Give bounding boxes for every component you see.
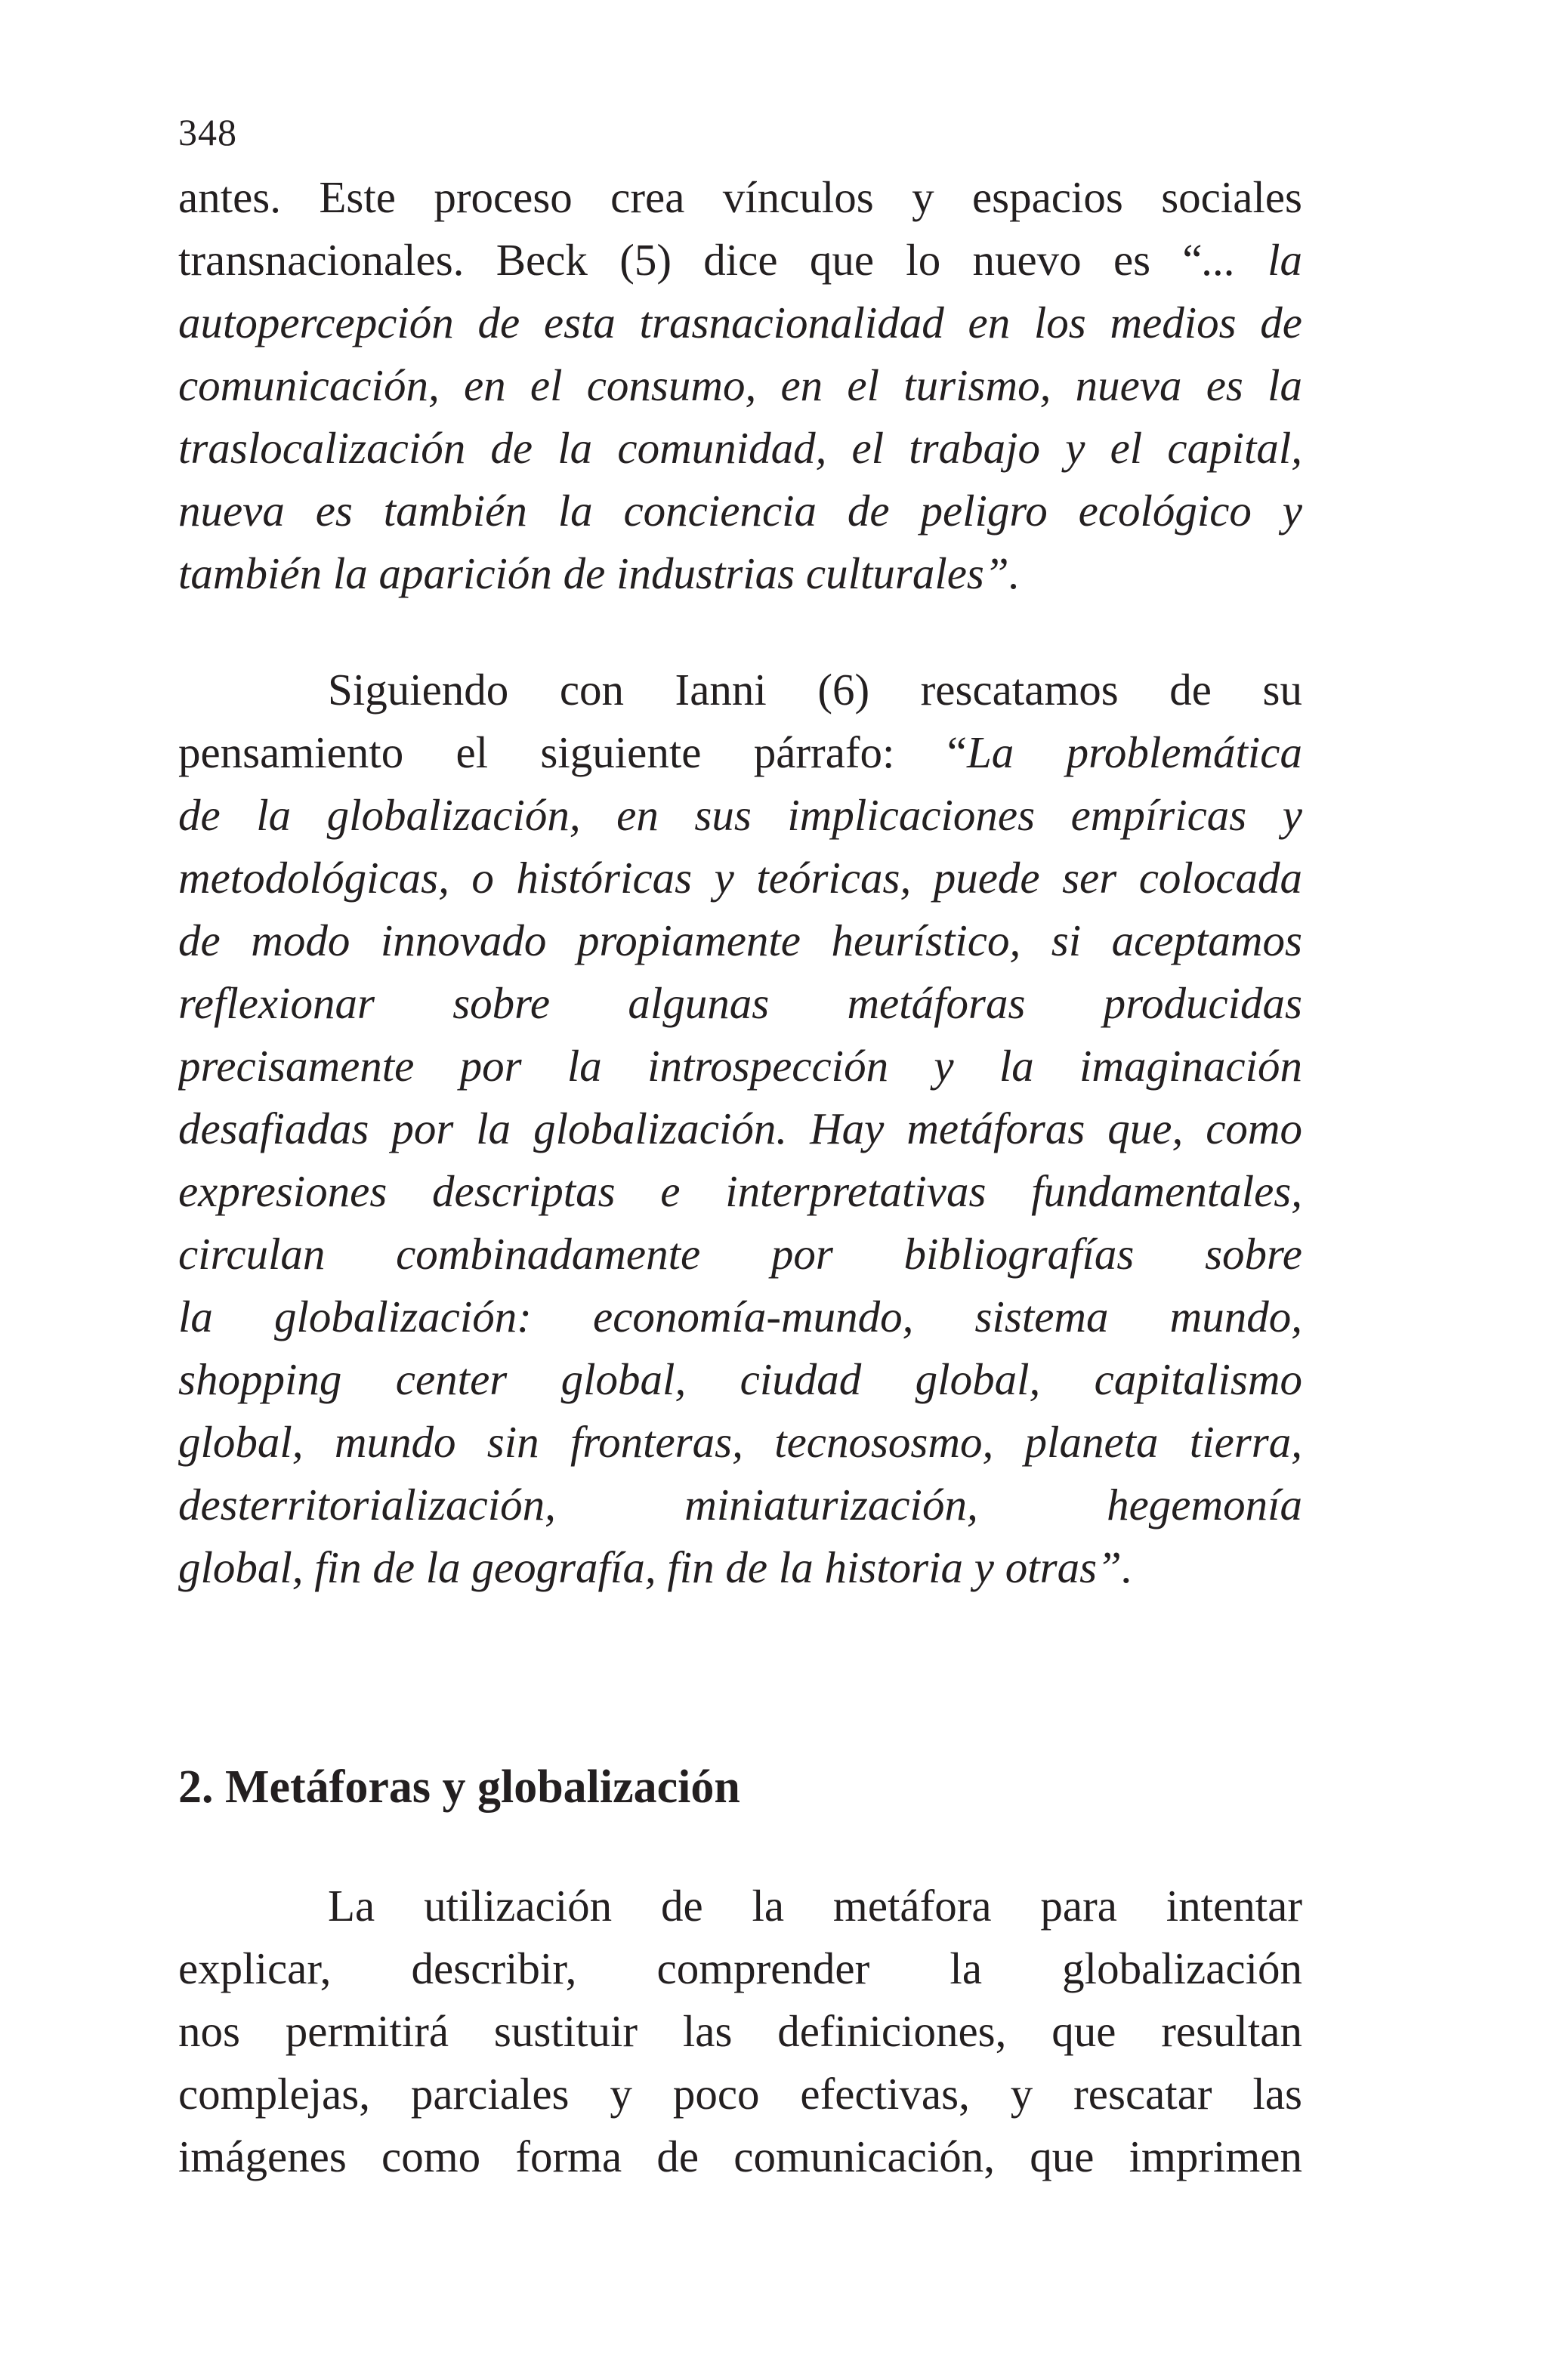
text-line <box>178 1348 1302 1411</box>
italic-text-run: global, fin de la geografía, fin de la historia y otras”. <box>178 1542 1133 1592</box>
text-line <box>178 909 1302 972</box>
text-run: complejas, parciales y poco efectivas, y rescatar las <box>178 2069 1302 2119</box>
italic-text-run: reflexionar sobre algunas metáforas producidas <box>178 978 1302 1028</box>
text-line <box>178 1160 1302 1223</box>
text-line <box>178 784 1302 847</box>
text-line <box>178 1286 1302 1348</box>
text-line <box>178 480 1302 542</box>
text-run: La utilización de la metáfora para intentar <box>328 1881 1302 1931</box>
text-line <box>178 1223 1302 1286</box>
italic-text-run: de modo innovado propiamente heurístico, si aceptamos <box>178 915 1302 965</box>
italic-text-run: expresiones descriptas e interpretativas fundamentales, <box>178 1166 1302 1216</box>
text-line <box>178 847 1302 909</box>
text-line <box>178 1097 1302 1160</box>
text-run: Siguiendo con Ianni (6) rescatamos de su <box>328 665 1302 715</box>
text-run: nos permitirá sustituir las definiciones, que resultan <box>178 2006 1302 2056</box>
italic-text-run: La problemática <box>966 727 1302 777</box>
text-line <box>178 1937 1302 2000</box>
text-line <box>178 354 1302 417</box>
text-run: transnacionales. Beck (5) dice que lo nuevo es “ <box>178 235 1203 285</box>
italic-text-run: desafiadas por la globalización. Hay metáforas que, como <box>178 1104 1302 1153</box>
italic-text-run: precisamente por la introspección y la imaginación <box>178 1041 1302 1091</box>
text-line <box>178 721 1302 784</box>
italic-text-run: shopping center global, ciudad global, capitalismo <box>178 1354 1302 1404</box>
italic-text-run: nueva es también la conciencia de peligro ecológico y <box>178 486 1302 536</box>
text-line <box>178 1474 1302 1536</box>
text-line <box>178 542 1302 605</box>
text-line <box>178 292 1302 354</box>
italic-text-run: de la globalización, en sus implicaciones empíricas y <box>178 790 1302 840</box>
text-line <box>178 166 1302 229</box>
paragraph-ianni-quote <box>178 659 1302 1599</box>
text-line <box>178 972 1302 1035</box>
italic-text-run: la globalización: economía-mundo, sistema mundo, <box>178 1292 1302 1341</box>
text-line <box>178 2063 1302 2125</box>
text-run: antes. Este proceso crea vínculos y espacios sociales <box>178 172 1302 222</box>
text-run: explicar, describir, comprender la globalización <box>178 1943 1302 1993</box>
text-line <box>178 1035 1302 1097</box>
text-run: imágenes como forma de comunicación, que imprimen <box>178 2132 1302 2181</box>
text-line <box>178 1411 1302 1474</box>
italic-text-run: circulan combinadamente por bibliografías sobre <box>178 1229 1302 1279</box>
text-line <box>178 1536 1302 1599</box>
italic-text-run: ... la <box>1202 235 1302 285</box>
italic-text-run: también la aparición de industrias culturales”. <box>178 548 1021 598</box>
section-heading: 2. Metáforas y globalización <box>178 1761 740 1813</box>
italic-text-run: metodológicas, o históricas y teóricas, puede ser colocada <box>178 853 1302 903</box>
text-line <box>178 417 1302 480</box>
text-run: pensamiento el siguiente párrafo: “ <box>178 727 967 777</box>
italic-text-run: comunicación, en el consumo, en el turismo, nueva es la <box>178 360 1302 410</box>
page-number: 348 <box>178 111 237 153</box>
italic-text-run: global, mundo sin fronteras, tecnososmo, planeta tierra, <box>178 1417 1302 1467</box>
italic-text-run: desterritorialización, miniaturización, hegemonía <box>178 1480 1302 1530</box>
paragraph-metaphor-intro <box>178 1875 1302 2188</box>
paragraph-beck-quote <box>178 166 1302 605</box>
italic-text-run: traslocalización de la comunidad, el trabajo y el capital, <box>178 423 1302 473</box>
text-line <box>178 2000 1302 2063</box>
text-line <box>178 1875 1302 1937</box>
text-line <box>178 2125 1302 2188</box>
italic-text-run: autopercepción de esta trasnacionalidad en los medios de <box>178 298 1302 347</box>
text-line <box>178 229 1302 292</box>
text-line <box>178 659 1302 721</box>
